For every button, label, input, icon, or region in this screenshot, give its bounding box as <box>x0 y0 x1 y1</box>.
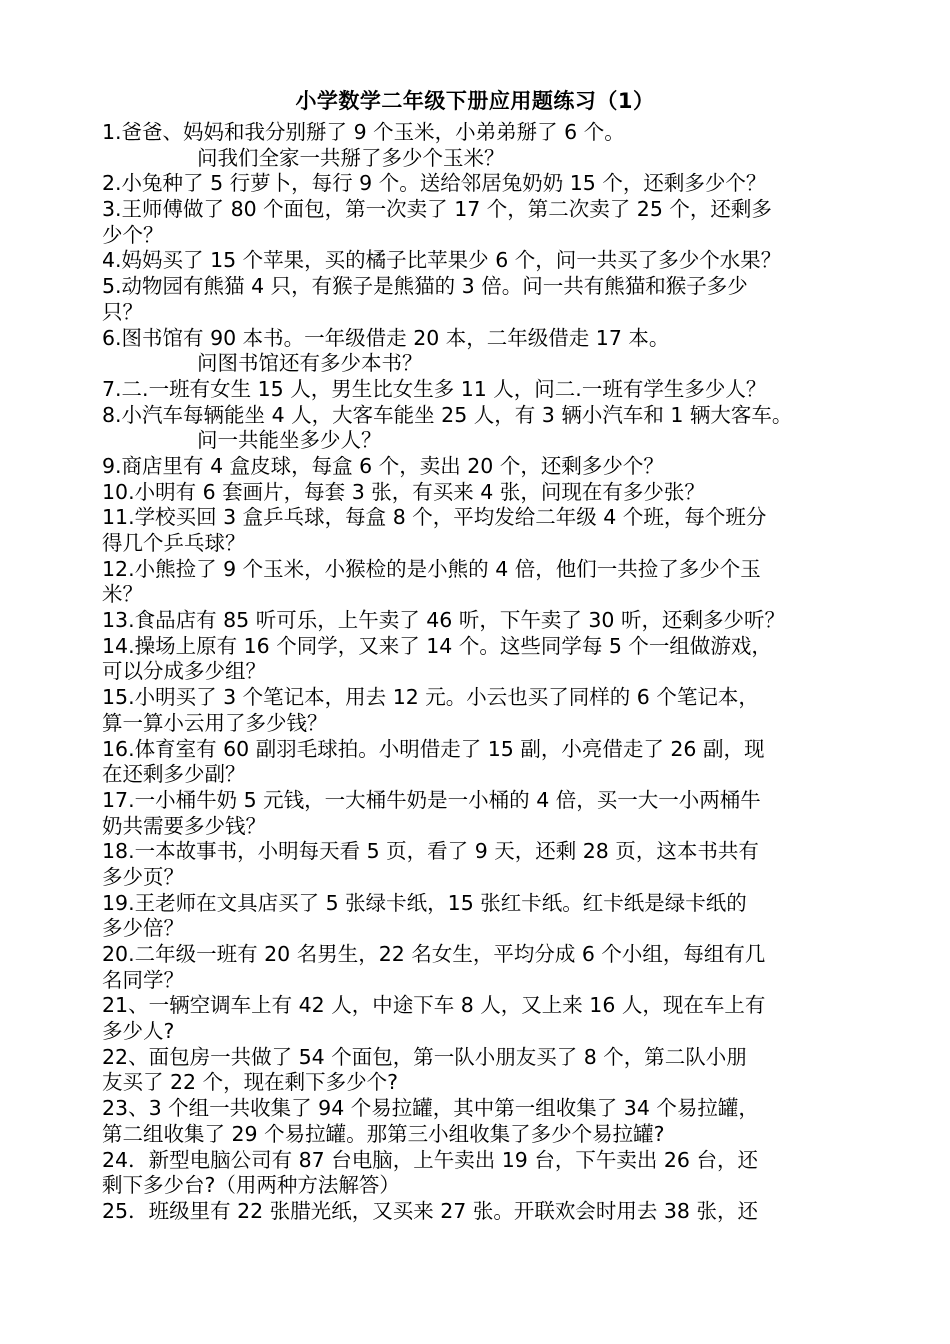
question-line: 9.商店里有 4 盒皮球，每盒 6 个，卖出 20 个，还剩多少个？ <box>102 453 664 478</box>
question-line: 问图书馆还有多少本书？ <box>197 351 423 376</box>
question-line: 可以分成多少组？ <box>102 659 266 684</box>
question-line: 6.图书馆有 90 本书。一年级借走 20 本，二年级借走 17 本。 <box>102 325 670 350</box>
question-line: 3.王师傅做了 80 个面包，第一次卖了 17 个，第二次卖了 25 个，还剩多 <box>102 197 772 222</box>
question-line: 16.体育室有 60 副羽毛球拍。小明借走了 15 副，小亮借走了 26 副，现 <box>102 736 765 761</box>
question-line: 5.动物园有熊猫 4 只，有猴子是熊猫的 3 倍。问一共有熊猫和猴子多少 <box>102 274 748 299</box>
page-title: 小学数学二年级下册应用题练习（1） <box>295 89 655 113</box>
question-line: 25．班级里有 22 张腊光纸，又买来 27 张。开联欢会时用去 38 张，还 <box>102 1198 758 1223</box>
question-line: 20.二年级一班有 20 名男生，22 名女生，平均分成 6 个小组，每组有几 <box>102 942 766 966</box>
question-line: 1.爸爸、妈妈和我分别掰了 9 个玉米，小弟弟掰了 6 个。 <box>102 120 625 144</box>
question-list <box>102 120 862 1225</box>
question-line: 多少倍？ <box>102 916 184 941</box>
question-line: 17.一小桶牛奶 5 元钱，一大桶牛奶是一小桶的 4 倍，买一大一小两桶牛 <box>102 787 761 812</box>
question-line: 2.小兔种了 5 行萝卜，每行 9 个。送给邻居兔奶奶 15 个，还剩多少个？ <box>102 171 767 196</box>
question-line: 在还剩多少副？ <box>102 762 246 787</box>
question-line: 只？ <box>102 299 143 324</box>
question-line: 剩下多少台?（用两种方法解答） <box>102 1173 400 1198</box>
question-line: 18.一本故事书，小明每天看 5 页，看了 9 天，还剩 28 页，这本书共有 <box>102 839 759 864</box>
question-line: 得几个乒乓球？ <box>102 531 246 555</box>
question-line: 14.操场上原有 16 个同学，又来了 14 个。这些同学每 5 个一组做游戏， <box>102 633 772 658</box>
question-line: 少个？ <box>102 222 164 247</box>
question-line: 问我们全家一共掰了多少个玉米？ <box>197 145 505 170</box>
question-line: 10.小明有 6 套画片，每套 3 张，有买来 4 张，问现在有多少张？ <box>102 479 705 504</box>
question-line: 算一算小云用了多少钱？ <box>102 710 328 735</box>
question-line: 22、面包房一共做了 54 个面包，第一队小朋友买了 8 个，第二队小朋 <box>102 1044 747 1069</box>
question-line: 问一共能坐多少人？ <box>197 428 382 453</box>
question-line: 19.王老师在文具店买了 5 张绿卡纸，15 张红卡纸。红卡纸是绿卡纸的 <box>102 890 747 915</box>
question-line: 13.食品店有 85 听可乐，上午卖了 46 听，下午卖了 30 听，还剩多少听？ <box>102 608 785 633</box>
question-line: 名同学？ <box>102 967 184 992</box>
question-line: 23、3 个组一共收集了 94 个易拉罐，其中第一组收集了 34 个易拉罐， <box>102 1096 759 1121</box>
question-line: 24．新型电脑公司有 87 台电脑，上午卖出 19 台，下午卖出 26 台，还 <box>102 1147 758 1172</box>
question-line: 11.学校买回 3 盒乒乓球，每盒 8 个，平均发给二年级 4 个班，每个班分 <box>102 505 767 530</box>
question-line: 21、一辆空调车上有 42 人，中途下车 8 人，又上来 16 人，现在车上有 <box>102 993 766 1018</box>
question-line: 多少页？ <box>102 864 184 889</box>
question-line: 米？ <box>102 582 143 607</box>
question-line: 友买了 22 个，现在剩下多少个? <box>102 1070 398 1095</box>
question-line: 多少人? <box>102 1019 175 1044</box>
question-line: 12.小熊捡了 9 个玉米，小猴检的是小熊的 4 倍，他们一共捡了多少个玉 <box>102 556 761 581</box>
question-line: 8.小汽车每辆能坐 4 人，大客车能坐 25 人，有 3 辆小汽车和 1 辆大客车。 <box>102 402 793 427</box>
question-line: 4.妈妈买了 15 个苹果，买的橘子比苹果少 6 个，问一共买了多少个水果？ <box>102 248 782 273</box>
question-line: 7.二.一班有女生 15 人，男生比女生多 11 人，问二.一班有学生多少人？ <box>102 376 767 401</box>
question-line: 15.小明买了 3 个笔记本，用去 12 元。小云也买了同样的 6 个笔记本， <box>102 685 759 710</box>
question-line: 第二组收集了 29 个易拉罐。那第三小组收集了多少个易拉罐? <box>102 1121 665 1146</box>
question-line: 奶共需要多少钱？ <box>102 813 266 838</box>
